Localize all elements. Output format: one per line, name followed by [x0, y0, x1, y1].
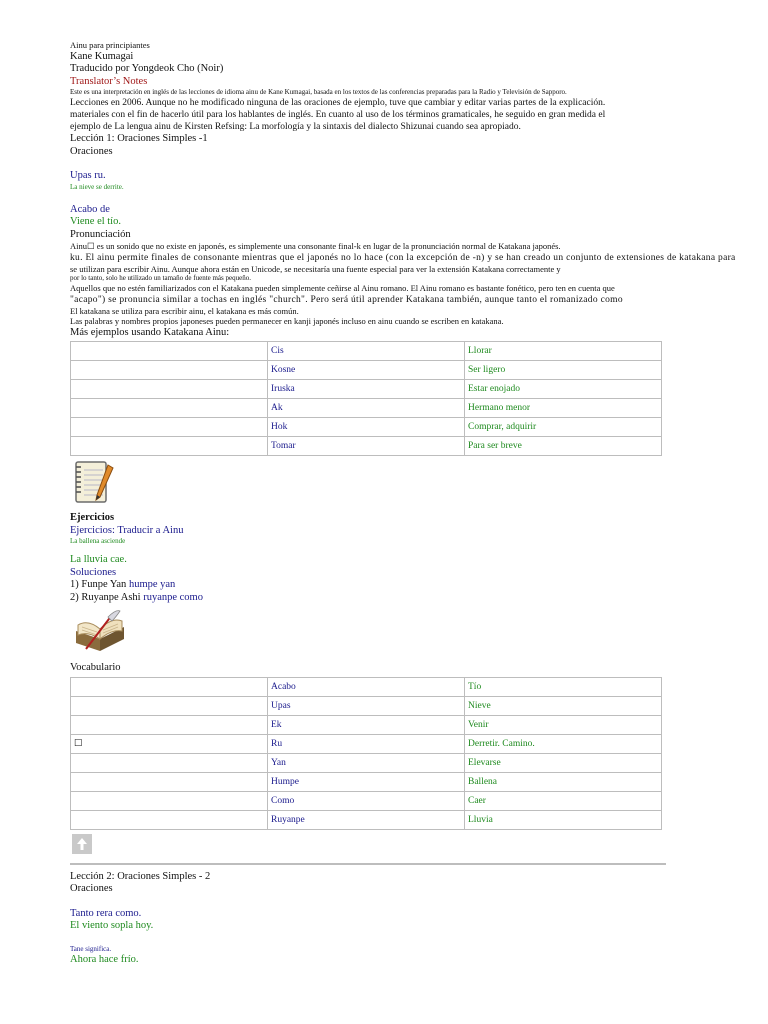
- exercise-question-2: La lluvia cae.: [70, 554, 127, 565]
- ainu-cell: Ak: [268, 399, 465, 418]
- arrow-up-icon: [72, 834, 92, 854]
- exercises-subheading: Ejercicios: Traducir a Ainu: [70, 524, 184, 536]
- kana-cell: [71, 753, 268, 772]
- kana-cell: [71, 380, 268, 399]
- ainu-cell: Ek: [268, 715, 465, 734]
- translation-cell: Lluvia: [465, 810, 662, 829]
- translation-cell: Ballena: [465, 772, 662, 791]
- ainu-cell: Tomar: [268, 437, 465, 456]
- lesson1-sentences-heading: Oraciones: [70, 145, 113, 157]
- pronunciation-line-8: Las palabras y nombres propios japoneses pueden permanecer en kanji japonés incluso en ainu cuando se escriben en katakana.: [70, 316, 504, 326]
- ainu-cell: Yan: [268, 753, 465, 772]
- ainu-cell: Como: [268, 791, 465, 810]
- lesson2-sentences-heading: Oraciones: [70, 883, 113, 894]
- pronunciation-line-3: se utilizan para escribir Ainu. Aunque ahora están en Unicode, se necesitaría una fuente especial para ver la extensión Katakana correctamente y: [70, 263, 561, 274]
- lesson2-example2-translation: Ahora hace frío.: [70, 953, 139, 965]
- ainu-cell: Ruyanpe: [268, 810, 465, 829]
- pronunciation-line-4: por lo tanto, solo he utilizado un tamaño de fuente más pequeño.: [70, 274, 251, 282]
- table-row: [71, 380, 662, 399]
- kana-cell: [71, 437, 268, 456]
- table-row: [71, 715, 662, 734]
- solution-1: [70, 579, 768, 592]
- solution-2-answer: ruyanpe como: [143, 591, 203, 603]
- lesson1-example2-translation: Viene el tío.: [70, 216, 121, 227]
- vocabulary-heading: Vocabulario: [70, 662, 121, 673]
- table-row: [71, 437, 662, 456]
- notepad-pencil-icon: [72, 459, 768, 510]
- translation-cell: Derretir. Camino.: [465, 734, 662, 753]
- solution-2-prefix: 2) Ruyanpe Ashi: [70, 591, 141, 603]
- translation-cell: Caer: [465, 791, 662, 810]
- kana-cell: [71, 677, 268, 696]
- translation-cell: Ser ligero: [465, 361, 662, 380]
- ainu-cell: Humpe: [268, 772, 465, 791]
- lesson2-title: Lección 2: Oraciones Simples - 2: [70, 870, 211, 882]
- translation-cell: Comprar, adquirir: [465, 418, 662, 437]
- kana-cell: [71, 715, 268, 734]
- table-row: [71, 696, 662, 715]
- lesson2-example1-ainu: Tanto rera como.: [70, 907, 142, 919]
- kana-cell: [71, 810, 268, 829]
- table-row: [71, 342, 662, 361]
- translation-cell: Elevarse: [465, 753, 662, 772]
- ainu-cell: Upas: [268, 696, 465, 715]
- intro-line-2: materiales con el fin de hacerlo útil para los hablantes de inglés. En cuanto al uso de los términos gramaticales, he seguido en gran medida el: [70, 110, 606, 120]
- back-to-top-button[interactable]: [72, 834, 768, 859]
- translation-cell: Llorar: [465, 342, 662, 361]
- lesson1-title: Lección 1: Oraciones Simples -1: [70, 133, 208, 144]
- table-row: [71, 418, 662, 437]
- document-body: [70, 40, 768, 966]
- ainu-cell: Acabo: [268, 677, 465, 696]
- solution-1-answer: humpe yan: [128, 579, 176, 590]
- exercise-question-1: La ballena asciende: [70, 537, 126, 545]
- lesson1-example1-translation: La nieve se derrite.: [70, 182, 124, 191]
- kana-cell: ☐: [71, 734, 268, 753]
- solution-2: [70, 592, 768, 605]
- lesson1-example1-ainu: Upas ru.: [70, 170, 106, 181]
- pronunciation-line-7: El katakana se utiliza para escribir ainu, el katakana es más común.: [70, 305, 299, 316]
- translation-cell: Para ser breve: [465, 437, 662, 456]
- translator-notes-heading: Translator’s Notes: [70, 75, 148, 87]
- translation-cell: Estar enojado: [465, 380, 662, 399]
- table-row: [71, 791, 662, 810]
- kana-cell: [71, 399, 268, 418]
- kana-cell: [71, 361, 268, 380]
- lesson2-example2-ainu: Tane significa.: [70, 944, 112, 953]
- table-row: [71, 810, 662, 829]
- table-row: [71, 399, 662, 418]
- kana-cell: [71, 791, 268, 810]
- intro-line-3: ejemplo de La lengua ainu de Kirsten Refsing: La morfología y la sintaxis del dialecto Shizunai cuando sea apropiado.: [70, 122, 521, 132]
- intro-line-1: Lecciones en 2006. Aunque no he modificado ninguna de las oraciones de ejemplo, tuve que cambiar y editar varias partes de la explicación.: [70, 98, 606, 108]
- subtitle: Ainu para principiantes: [70, 40, 150, 50]
- section-divider: [70, 863, 666, 865]
- vocabulary-table: [70, 677, 662, 830]
- pronunciation-line-5: Aquellos que no estén familiarizados con el Katakana pueden simplemente ceñirse al Ainu romano. El Ainu romano es bastante fonético, pero ten en cuenta que: [70, 283, 615, 293]
- ainu-cell: Cis: [268, 342, 465, 361]
- exercises-heading: Ejercicios: [70, 512, 115, 523]
- ainu-cell: Iruska: [268, 380, 465, 399]
- ainu-cell: Kosne: [268, 361, 465, 380]
- table-row: [71, 753, 662, 772]
- lesson2-example1-translation: El viento sopla hoy.: [70, 920, 154, 931]
- ainu-cell: Hok: [268, 418, 465, 437]
- translator-credit: Traducido por Yongdeok Cho (Noir): [70, 63, 224, 74]
- kana-cell: [71, 418, 268, 437]
- pronunciation-line-2: ku. El ainu permite finales de consonante mientras que el japonés no lo hace (con la excepción de -n) y se han creado un conjunto de extensiones de katakana para: [70, 252, 736, 263]
- kana-cell: [71, 696, 268, 715]
- table-row: [71, 361, 662, 380]
- translation-cell: Venir: [465, 715, 662, 734]
- translation-cell: Tío: [465, 677, 662, 696]
- author: Kane Kumagai: [70, 50, 134, 62]
- kana-cell: [71, 342, 268, 361]
- translation-cell: Hermano menor: [465, 399, 662, 418]
- more-examples-heading: Más ejemplos usando Katakana Ainu:: [70, 326, 230, 338]
- solutions-heading: Soluciones: [70, 566, 117, 578]
- table-row: [71, 677, 662, 696]
- pronunciation-line-1: Ainu☐ es un sonido que no existe en japonés, es simplemente una consonante final-k en lugar de la pronunciación normal de Katakana japonés.: [70, 241, 561, 251]
- ainu-cell: Ru: [268, 734, 465, 753]
- pronunciation-heading: Pronunciación: [70, 228, 131, 240]
- kana-cell: [71, 772, 268, 791]
- table-row: [71, 772, 662, 791]
- open-book-quill-icon: [72, 607, 768, 660]
- pronunciation-line-6: "acapo") se pronuncia similar a tochas en inglés "church". Pero será útil aprender Katakana también, aunque tanto el romanizado como: [70, 294, 623, 305]
- table-row: [71, 734, 662, 753]
- solution-1-prefix: 1) Funpe Yan: [70, 579, 127, 590]
- translator-notes-text: Este es una interpretación en inglés de las lecciones de idioma ainu de Kane Kumagai, basada en los textos de las conferencias preparadas para la Radio y Televisión de Sapporo.: [70, 88, 567, 96]
- translation-cell: Nieve: [465, 696, 662, 715]
- examples-table: [70, 341, 662, 456]
- lesson1-example2-ainu: Acabo de: [70, 203, 110, 215]
